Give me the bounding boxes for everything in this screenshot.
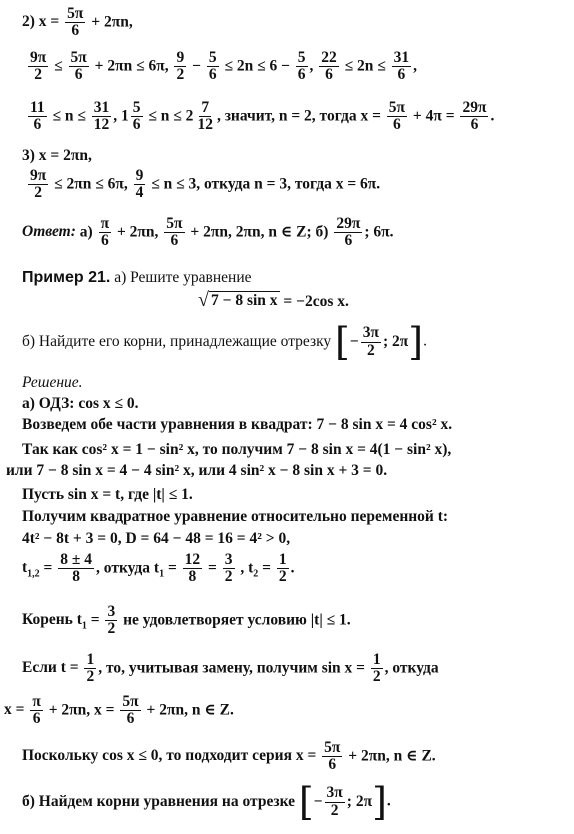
interval-bracket: [ − $\frac{3\pi}{2}$ ; 2π ] — [298, 780, 387, 824]
fraction: $\frac{9}{2}$ — [176, 49, 185, 84]
interval-bracket: [ − $\frac{3\pi}{2}$ ; 2π ] — [335, 320, 424, 364]
solution-line: или 7 − 8 sin x = 4 − 4 sin² x, или 4 sin² x − 8 sin x + 3 = 0. — [6, 462, 388, 479]
fraction: $\frac{5}{6}$ — [297, 49, 306, 84]
solution-line: 4t² − 8t + 3 = 0, D = 64 − 48 = 16 = 4² > 0, — [22, 530, 291, 547]
fraction: $\frac{9}{4}$ — [135, 167, 144, 202]
line-inequality-2: $\frac{11}{6}$ ≤ n ≤ $\frac{31}{12}$ , 1 $\frac{5}{6}$ ≤ n ≤ 2 $\frac{7}{12}$ , значит, n = 2, тогда x = $\frac{5\pi}{6}$ + 4π = $\frac{29\pi}{6}$ . — [30, 99, 495, 134]
solution-heading: Решение. — [22, 374, 83, 391]
fraction: $\frac{31}{12}$ — [93, 99, 110, 134]
fraction: $\frac{11}{6}$ — [30, 99, 45, 134]
solution-odz: а) ОДЗ: cos x ≤ 0. — [22, 395, 139, 412]
fraction: $\frac{5}{6}$ — [132, 99, 141, 134]
line-inequality-3: $\frac{9\pi}{2}$ ≤ 2πn ≤ 6π, $\frac{9}{4}$ ≤ n ≤ 3, откуда n = 3, тогда x = 6π. — [30, 167, 381, 202]
line-inequality-1: $\frac{9\pi}{2}$ ≤ $\frac{5\pi}{6}$ + 2πn ≤ 6π, $\frac{9}{2}$ − $\frac{5}{6}$ ≤ 2n ≤ 6 − $\frac{5}{6}$ , $\frac{22}{6}$ ≤ 2n ≤ $\frac{31}{6}$ , — [30, 49, 418, 84]
line-answer: Ответ: а) $\frac{\pi}{6}$ + 2πn, $\frac{5\pi}{6}$ + 2πn, 2πn, n ∈ Z; б) $\frac{29\pi}{6}$ ; 6π. — [22, 215, 394, 250]
substitution-line: Если t = $\frac{1}{2}$ , то, учитывая замену, получим sin x = $\frac{1}{2}$ , откуда — [22, 651, 439, 686]
fraction: $\frac{7}{12}$ — [197, 99, 213, 134]
solution-line: Так как cos² x = 1 − sin² x, то получим 7 − 8 sin x = 4(1 − sin² x), — [22, 441, 452, 458]
line-case-2: 2) x = $\frac{5\pi}{6}$ + 2πn, — [22, 5, 133, 40]
fraction: $\frac{5\pi}{6}$ — [388, 99, 406, 134]
sqrt-expression: √ 7 − 8 sin x — [198, 289, 278, 311]
series-select-line: Поскольку cos x ≤ 0, то подходит серия x = $\frac{5\pi}{6}$ + 2πn, n ∈ Z. — [22, 739, 436, 774]
solution-line: Пусть sin x = t, где |t| ≤ 1. — [22, 486, 193, 503]
example-title: Пример 21. — [22, 269, 111, 286]
fraction: $\frac{5\pi}{6}$ — [70, 49, 87, 84]
fraction: $\frac{29\pi}{6}$ — [462, 99, 487, 134]
fraction: $\frac{9\pi}{2}$ — [30, 167, 47, 202]
equation-line: √ 7 − 8 sin x = −2cos x. — [198, 289, 349, 311]
fraction: $\frac{29\pi}{6}$ — [336, 215, 361, 250]
fraction: $\frac{5}{6}$ — [208, 49, 217, 84]
answer-label: Ответ: — [22, 223, 76, 241]
root-reject-line: Корень $t_1$ = $\frac{3}{2}$ не удовлетворяет условию |t| ≤ 1. — [22, 603, 351, 638]
example-header: Пример 21. а) Решите уравнение — [22, 269, 252, 286]
fraction: $\frac{5\pi}{6}$ — [67, 5, 84, 40]
solution-line: Получим квадратное уравнение относительно переменной t: — [22, 508, 449, 525]
series-line: x = $\frac{\pi}{6}$ + 2πn, x = $\frac{5\pi}{6}$ + 2πn, n ∈ Z. — [4, 693, 234, 728]
solution-line: Возведем обе части уравнения в квадрат: 7 − 8 sin x = 4 cos² x. — [22, 416, 453, 433]
part-b-line: б) Найдем корни уравнения на отрезке [ − $\frac{3\pi}{2}$ ; 2π ] . — [22, 780, 391, 824]
roots-line: $t_{1,2}$ = $\frac{8 \pm 4}{8}$ , откуда $t_1$ = $\frac{12}{8}$ = $\frac{3}{2}$ , $t_2$ = $\frac{1}{2}$ . — [22, 551, 295, 586]
fraction: $\frac{9\pi}{2}$ — [30, 49, 47, 84]
fraction: $\frac{22}{6}$ — [321, 49, 337, 84]
fraction: $\frac{\pi}{6}$ — [100, 215, 110, 250]
task-b-line: б) Найдите его корни, принадлежащие отрезку [ − $\frac{3\pi}{2}$ ; 2π ] . — [22, 320, 427, 364]
line-case-3: 3) x = 2πn, — [22, 147, 92, 164]
fraction: $\frac{31}{6}$ — [393, 49, 410, 84]
fraction: $\frac{5\pi}{6}$ — [166, 215, 183, 250]
